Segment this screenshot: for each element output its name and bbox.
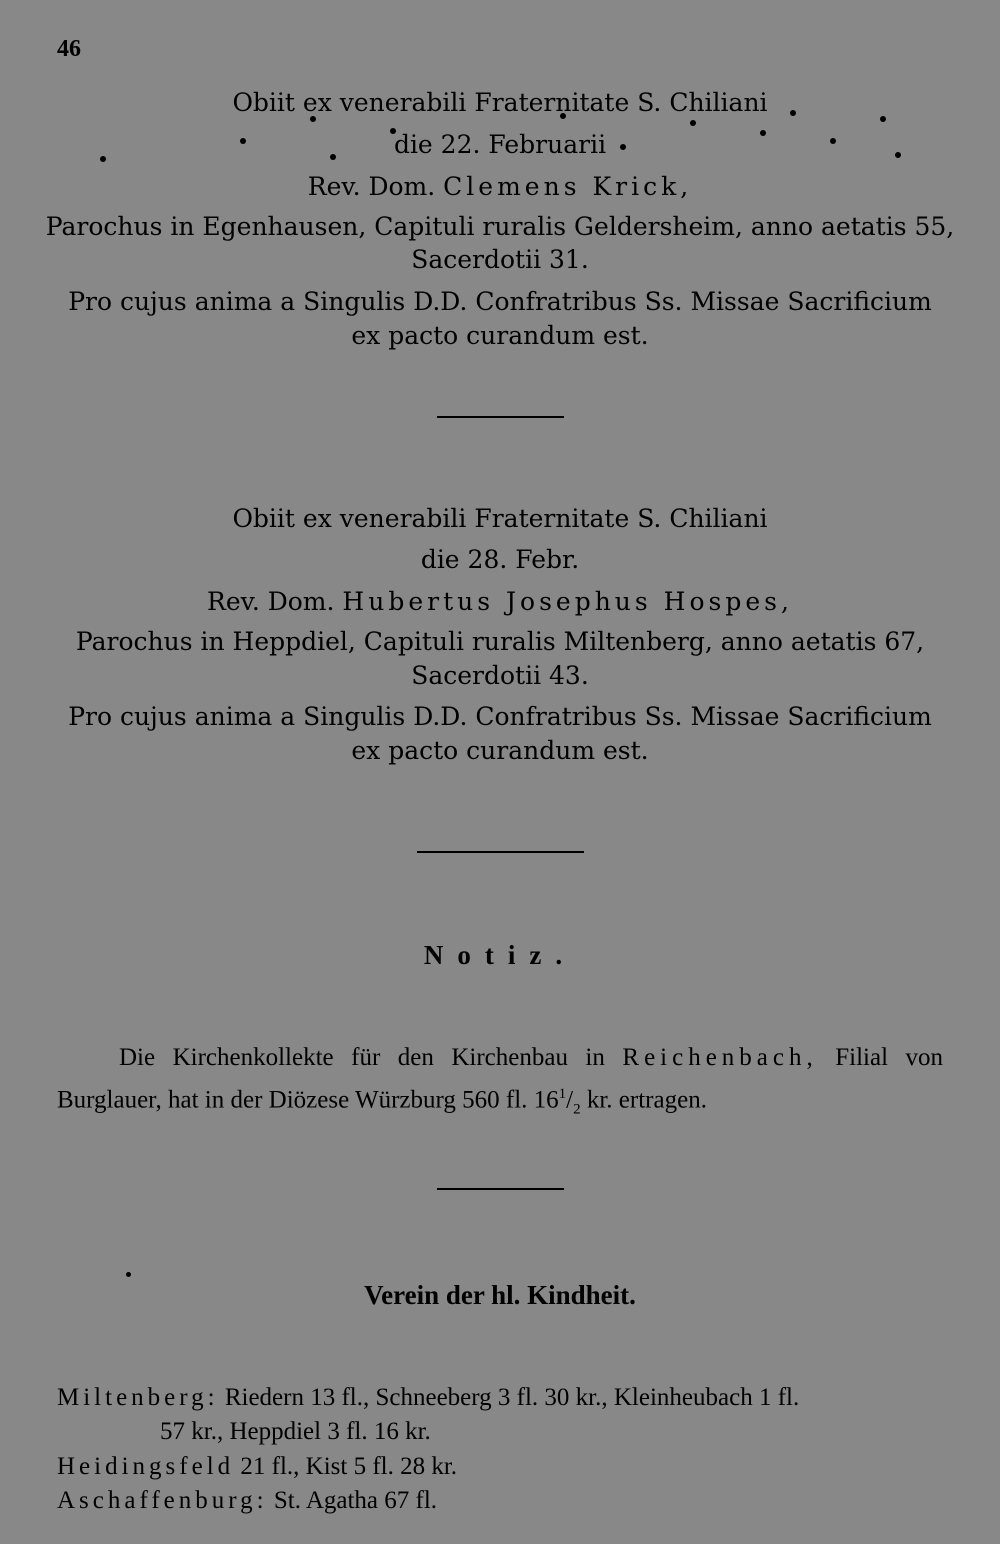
- entry-2-obiit: Obiit ex venerabili Fraternitate S. Chiliani: [232, 504, 768, 533]
- notiz-place: Reichenbach,: [622, 1044, 818, 1071]
- divider-rule: [437, 1188, 564, 1190]
- entry-1-sacerdotii: Sacerdotii 31.: [411, 245, 589, 274]
- speck: [126, 1272, 131, 1277]
- divider-rule: [437, 416, 564, 418]
- verein-text: 21 fl., Kist 5 fl. 28 kr.: [240, 1453, 458, 1480]
- notiz-text-2b: kr. ertragen.: [586, 1086, 707, 1114]
- entry-2-office: Parochus in Heppdiel, Capituli ruralis Miltenberg, anno aetatis 67,: [75, 627, 925, 656]
- notiz-text-1a: Die Kirchenkollekte für den Kirchenbau in: [119, 1044, 605, 1071]
- notiz-text-2a: Burglauer, hat in der Diözese Würzburg 560 fl. 16: [57, 1086, 559, 1114]
- verein-item: [57, 1450, 957, 1484]
- verein-item: [57, 1381, 957, 1415]
- notiz-line-2: Burglauer, hat in der Diözese Würzburg 560 fl. $16^1/_2$ kr. ertragen.: [57, 1086, 707, 1118]
- entry-2-pro-line1: Pro cujus anima a Singulis D.D. Confratribus Ss. Missae Sacrificium: [68, 702, 932, 731]
- fraction-denominator: 2: [573, 1101, 581, 1118]
- verein-place: Miltenberg:: [57, 1384, 219, 1411]
- entry-1-rev: Rev. Dom.: [307, 172, 436, 201]
- entry-1-name: Clemens Krick,: [443, 172, 693, 201]
- notiz-line-1: [57, 1041, 943, 1075]
- notiz-text-1b: Filial von: [835, 1044, 944, 1071]
- entry-2-name-line: [0, 585, 1000, 619]
- verein-item: [57, 1484, 957, 1518]
- divider-rule: [417, 851, 584, 853]
- notiz-heading: Notiz.: [423, 940, 577, 970]
- entry-2-name: Hubertus Josephus Hospes,: [342, 587, 793, 616]
- entry-1-obiit: Obiit ex venerabili Fraternitate S. Chiliani: [232, 88, 768, 117]
- entry-2-date: die 28. Febr.: [420, 545, 580, 574]
- entry-2-sacerdotii: Sacerdotii 43.: [411, 661, 589, 690]
- page-number: 46: [57, 36, 81, 62]
- entry-2-pro-line2: ex pacto curandum est.: [351, 736, 649, 765]
- verein-heading: Verein der hl. Kindheit.: [364, 1280, 636, 1310]
- entry-1-name-line: [0, 170, 1000, 204]
- verein-text: St. Agatha 67 fl.: [273, 1487, 438, 1514]
- entry-1-pro-line2: ex pacto curandum est.: [351, 321, 649, 350]
- verein-place: Aschaffenburg:: [57, 1487, 268, 1514]
- entry-2-rev: Rev. Dom.: [207, 587, 335, 616]
- entry-1-date: die 22. Februarii: [393, 130, 607, 159]
- verein-text: Riedern 13 fl., Schneeberg 3 fl. 30 kr., Kleinheubach 1 fl.: [224, 1384, 800, 1411]
- verein-place: Heidingsfeld: [57, 1453, 235, 1480]
- verein-item-continuation: 57 kr., Heppdiel 3 fl. 16 kr.: [160, 1418, 431, 1445]
- entry-1-pro-line1: Pro cujus anima a Singulis D.D. Confratribus Ss. Missae Sacrificium: [68, 287, 932, 316]
- entry-1-office: Parochus in Egenhausen, Capituli ruralis Geldersheim, anno aetatis 55,: [45, 212, 955, 241]
- fraction-numerator: 1: [558, 1086, 567, 1102]
